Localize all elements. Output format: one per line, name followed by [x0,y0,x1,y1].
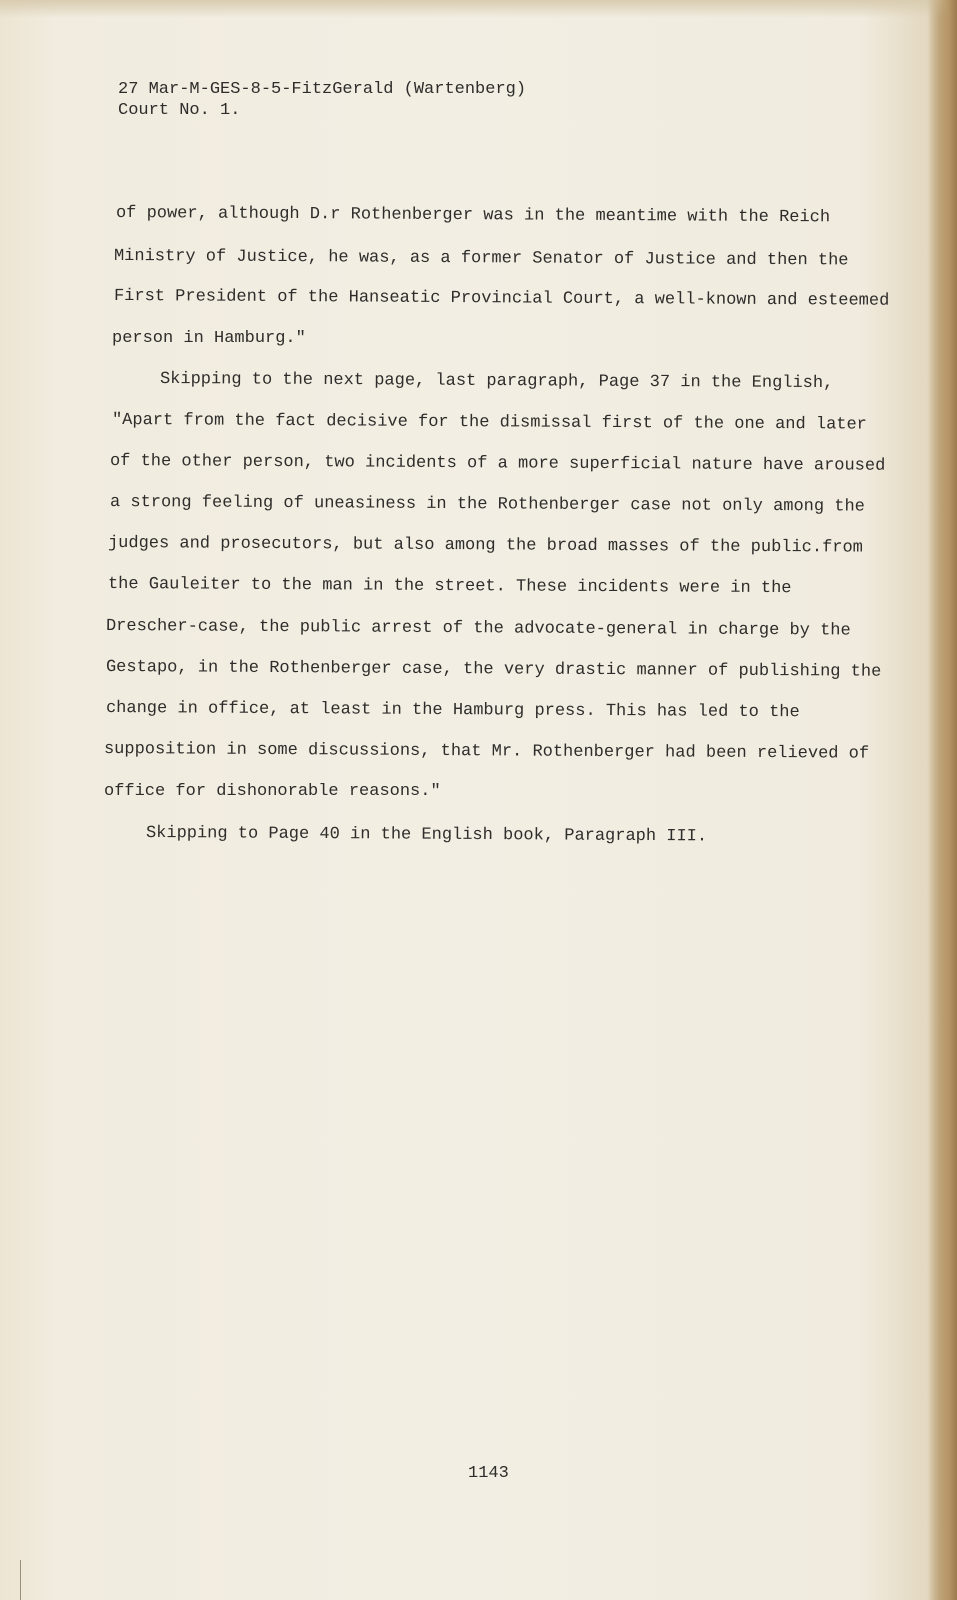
body-line: of the other person, two incidents of a more superficial nature have aroused [109,452,886,476]
page-right-edge [927,0,957,1600]
body-line: Gestapo, in the Rothenberger case, the very drastic manner of publishing the [105,658,882,682]
body-line: change in office, at least in the Hamburg press. This has led to the [105,699,800,723]
body-line: Skipping to the next page, last paragraph, Page 37 in the English, [159,370,834,394]
body-line: supposition in some discussions, that Mr. Rothenberger had been relieved of [103,740,870,764]
page-edge-mark [20,1560,21,1600]
body-line: Ministry of Justice, he was, as a former Senator of Justice and then the [113,247,849,271]
page-number: 1143 [468,1464,509,1483]
body-line: of power, although D.r Rothenberger was in the meantime with the Reich [115,204,831,228]
body-line: a strong feeling of uneasiness in the Rothenberger case not only among the [109,493,865,517]
body-line: "Apart from the fact decisive for the dismissal first of the one and later [111,411,867,435]
body-line: judges and prosecutors, but also among the broad masses of the public.from [107,534,863,558]
body-line: person in Hamburg." [112,329,306,348]
page-top-shadow [0,0,957,18]
header-court-line: Court No. 1. [118,101,241,120]
body-line: First President of the Hanseatic Provincial Court, a well-known and esteemed [113,287,890,311]
body-line: office for dishonorable reasons." [104,782,441,801]
body-line: Skipping to Page 40 in the English book, Paragraph III. [145,824,708,847]
body-line: the Gauleiter to the man in the street. These incidents were in the [107,575,792,599]
header-session-line: 27 Mar-M-GES-8-5-FitzGerald (Wartenberg) [118,80,527,99]
body-line: Drescher-case, the public arrest of the advocate-general in charge by the [105,617,851,641]
